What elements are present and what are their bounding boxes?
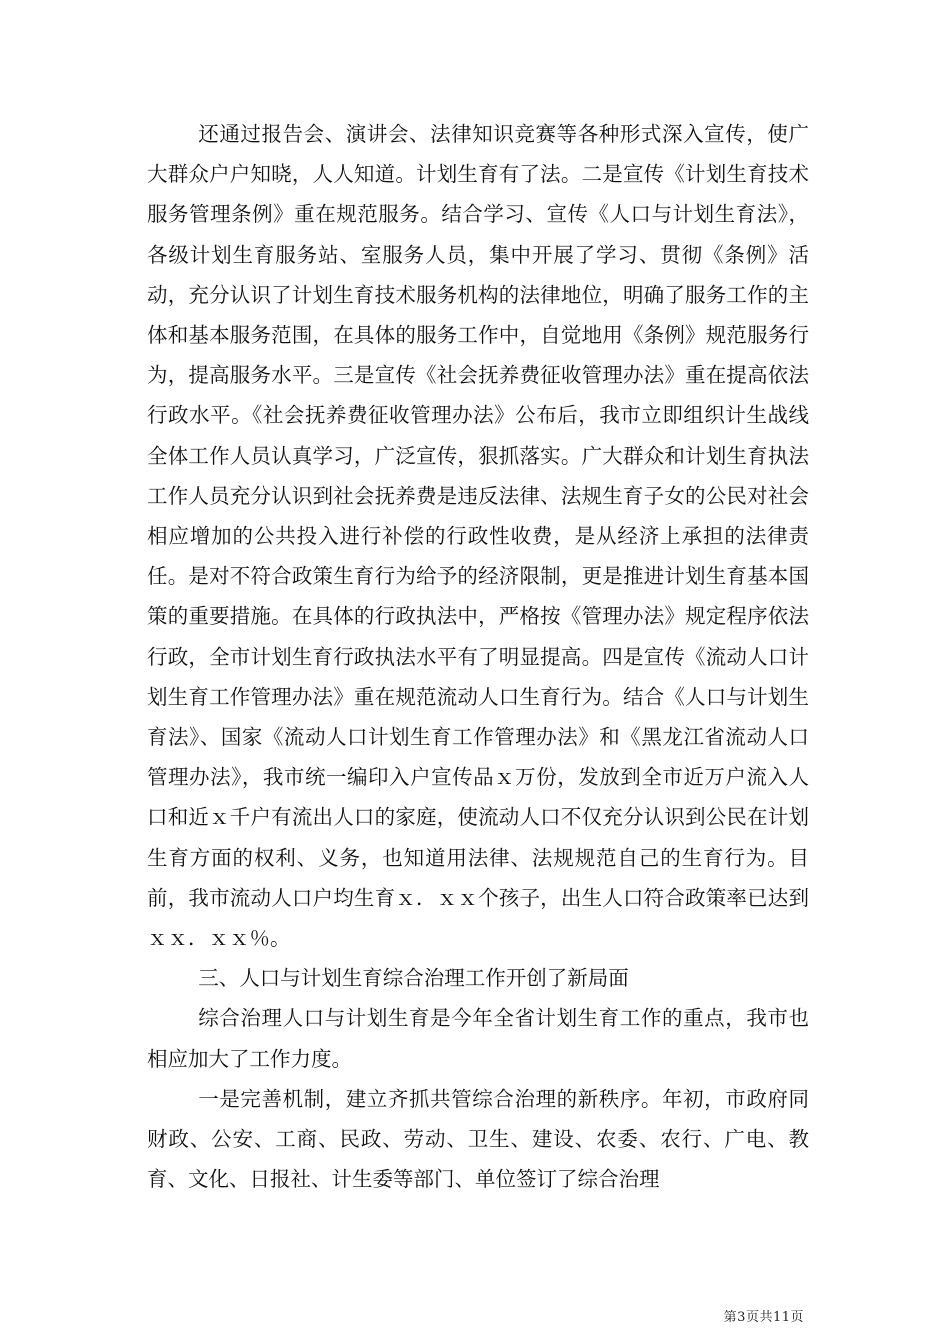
paragraph-mechanism: 一是完善机制，建立齐抓共管综合治理的新秩序。年初，市政府同财政、公安、工商、民政、劳动、卫生、建设、农委、农行、广电、教育、文化、日报社、计生委等部门、单位签订了综合治理	[147, 1086, 809, 1192]
section-heading: 三、人口与计划生育综合治理工作开创了新局面	[198, 966, 629, 991]
paragraph-overview: 综合治理人口与计划生育是今年全省计划生育工作的重点，我市也相应加大了工作力度。	[147, 1006, 809, 1071]
page-number: 第3页共11页	[723, 1310, 804, 1325]
document-body	[147, 114, 809, 1199]
paragraph-propaganda: 还通过报告会、演讲会、法律知识竞赛等各种形式深入宣传，使广大群众户户知晓，人人知道。计划生育有了法。二是宣传《计划生育技术服务管理条例》重在规范服务。结合学习、宣传《人口与计划生育法》，各级计划生育服务站、室服务人员，集中开展了学习、贯彻《条例》活动，充分认识了计划生育技术服务机构的法律地位，明确了服务工作的主体和基本服务范围，在具体的服务工作中，自觉地用《条例》规范服务行为，提高服务水平。三是宣传《社会抚养费征收管理办法》重在提高依法行政水平。《社会抚养费征收管理办法》公布后，我市立即组织计生战线全体工作人员认真学习，广泛宣传，狠抓落实。广大群众和计划生育执法工作人员充分认识到社会抚养费是违反法律、法规生育子女的公民对社会相应增加的公共投入进行补偿的行政性收费，是从经济上承担的法律责任。是对不符合政策生育行为给予的经济限制，更是推进计划生育基本国策的重要措施。在具体的行政执法中，严格按《管理办法》规定程序依法行政，全市计划生育行政执法水平有了明显提高。四是宣传《流动人口计划生育工作管理办法》重在规范流动人口生育行为。结合《人口与计划生育法》、国家《流动人口计划生育工作管理办法》和《黑龙江省流动人口管理办法》，我市统一编印入户宣传品ｘ万份，发放到全市近万户流入人口和近ｘ千户有流出人口的家庭，使流动人口不仅充分认识到公民在计划生育方面的权利、义务，也知道用法律、法规规范自己的生育行为。目前，我市流动人口户均生育ｘ．ｘｘ个孩子，出生人口符合政策率已达到ｘｘ．ｘｘ％。	[147, 122, 809, 951]
